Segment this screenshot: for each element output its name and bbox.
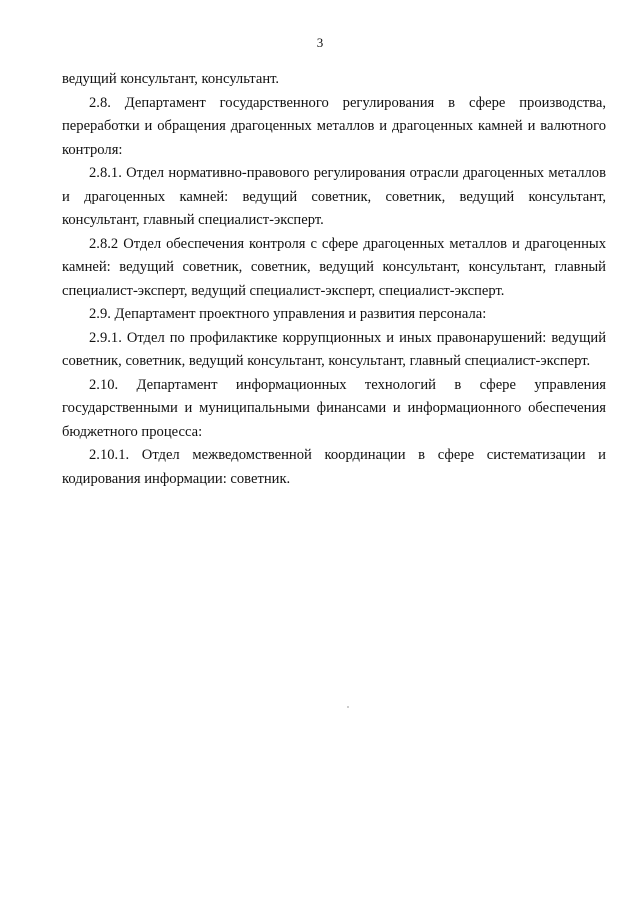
paragraph-2-8-2: 2.8.2 Отдел обеспечения контроля с сфере драгоценных металлов и драгоценных камней: ведущий советник, советник, ведущий консультант, консультант, главный специалист-эксперт, ведущий специалист-эксперт, специалист-эксперт. <box>62 235 606 299</box>
paragraph-continuation: ведущий консультант, консультант. <box>62 71 280 87</box>
page-number: 3 <box>316 35 324 50</box>
paragraph-2-9-1: 2.9.1. Отдел по профилактике коррупционных и иных правонарушений: ведущий советник, советник, ведущий консультант, консультант, главный специалист-эксперт. <box>62 329 606 369</box>
scan-speck <box>347 706 349 708</box>
paragraph-2-10: 2.10. Департамент информационных технологий в сфере управления государственными и муниципальными финансами и информационного обеспечения бюджетного процесса: <box>62 376 606 440</box>
paragraph-2-10-1: 2.10.1. Отдел межведомственной координации в сфере систематизации и кодирования информации: советник. <box>62 447 606 487</box>
paragraph-2-8: 2.8. Департамент государственного регулирования в сфере производства, переработки и обращения драгоценных металлов и драгоценных камней и валютного контроля: <box>62 94 606 158</box>
paragraph-2-8-1: 2.8.1. Отдел нормативно-правового регулирования отрасли драгоценных металлов и драгоценных камней: ведущий советник, советник, ведущий консультант, консультант, главный специалист-эксперт. <box>62 165 606 228</box>
document-body <box>62 68 606 491</box>
paragraph-2-9: 2.9. Департамент проектного управления и развития персонала: <box>89 306 487 322</box>
